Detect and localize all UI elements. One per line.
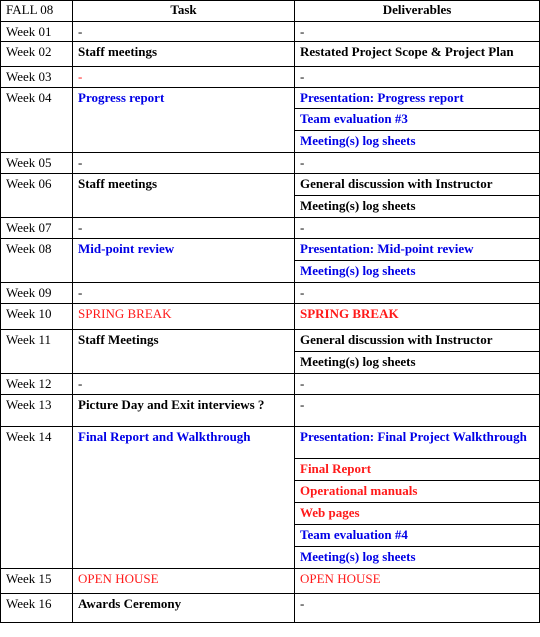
- deliverable-cell: Meeting(s) log sheets: [295, 352, 540, 374]
- table-row: [1, 239, 540, 261]
- table-row: [1, 88, 540, 109]
- deliverable-cell: -: [295, 67, 540, 88]
- deliverable-cell: General discussion with Instructor: [295, 174, 540, 196]
- week-cell: Week 09: [1, 283, 73, 304]
- deliverable-cell: Presentation: Final Project Walkthrough: [295, 427, 540, 459]
- table-row: [1, 569, 540, 594]
- deliverable-cell: Presentation: Progress report: [295, 88, 540, 109]
- deliverable-cell: Meeting(s) log sheets: [295, 547, 540, 569]
- header-semester: FALL 08: [1, 1, 73, 22]
- deliverable-cell: Restated Project Scope & Project Plan: [295, 42, 540, 67]
- deliverable-cell: Team evaluation #4: [295, 525, 540, 547]
- table-row: [1, 67, 540, 88]
- week-cell: Week 14: [1, 427, 73, 569]
- deliverable-cell: Team evaluation #3: [295, 109, 540, 131]
- task-cell: -: [73, 153, 295, 174]
- deliverable-cell: Operational manuals: [295, 481, 540, 503]
- task-cell: -: [73, 283, 295, 304]
- deliverable-cell: -: [295, 395, 540, 427]
- deliverable-cell: SPRING BREAK: [295, 304, 540, 330]
- deliverable-cell: Meeting(s) log sheets: [295, 261, 540, 283]
- deliverable-cell: General discussion with Instructor: [295, 330, 540, 352]
- task-cell: OPEN HOUSE: [73, 569, 295, 594]
- table-row: [1, 304, 540, 330]
- task-cell: -: [73, 374, 295, 395]
- week-cell: Week 03: [1, 67, 73, 88]
- task-cell: Staff meetings: [73, 174, 295, 218]
- task-cell: -: [73, 218, 295, 239]
- deliverable-cell: -: [295, 594, 540, 623]
- table-row: [1, 427, 540, 459]
- table-row: [1, 594, 540, 623]
- week-cell: Week 07: [1, 218, 73, 239]
- schedule-body: [1, 22, 540, 623]
- week-cell: Week 12: [1, 374, 73, 395]
- task-cell: -: [73, 22, 295, 42]
- task-cell: Staff Meetings: [73, 330, 295, 374]
- deliverable-cell: Presentation: Mid-point review: [295, 239, 540, 261]
- deliverable-cell: -: [295, 374, 540, 395]
- task-cell: Awards Ceremony: [73, 594, 295, 623]
- task-cell: Picture Day and Exit interviews ?: [73, 395, 295, 427]
- table-row: [1, 218, 540, 239]
- deliverable-cell: OPEN HOUSE: [295, 569, 540, 594]
- deliverable-cell: Meeting(s) log sheets: [295, 131, 540, 153]
- task-cell: SPRING BREAK: [73, 304, 295, 330]
- deliverable-cell: Final Report: [295, 459, 540, 481]
- week-cell: Week 10: [1, 304, 73, 330]
- week-cell: Week 05: [1, 153, 73, 174]
- week-cell: Week 04: [1, 88, 73, 153]
- header-task: Task: [73, 1, 295, 22]
- deliverable-cell: -: [295, 153, 540, 174]
- deliverable-cell: -: [295, 283, 540, 304]
- week-cell: Week 13: [1, 395, 73, 427]
- task-cell: Staff meetings: [73, 42, 295, 67]
- table-row: [1, 374, 540, 395]
- table-row: [1, 283, 540, 304]
- deliverable-cell: Web pages: [295, 503, 540, 525]
- week-cell: Week 11: [1, 330, 73, 374]
- task-cell: Final Report and Walkthrough: [73, 427, 295, 569]
- week-cell: Week 15: [1, 569, 73, 594]
- week-cell: Week 01: [1, 22, 73, 42]
- deliverable-cell: -: [295, 218, 540, 239]
- table-row: [1, 22, 540, 42]
- table-row: [1, 395, 540, 427]
- week-cell: Week 16: [1, 594, 73, 623]
- week-cell: Week 06: [1, 174, 73, 218]
- header-row: [1, 1, 540, 22]
- week-cell: Week 08: [1, 239, 73, 283]
- task-cell: -: [73, 67, 295, 88]
- deliverable-cell: -: [295, 22, 540, 42]
- table-row: [1, 153, 540, 174]
- header-deliverables: Deliverables: [295, 1, 540, 22]
- table-row: [1, 42, 540, 67]
- deliverable-cell: Meeting(s) log sheets: [295, 196, 540, 218]
- table-row: [1, 330, 540, 352]
- task-cell: Mid-point review: [73, 239, 295, 283]
- task-cell: Progress report: [73, 88, 295, 153]
- week-cell: Week 02: [1, 42, 73, 67]
- table-row: [1, 174, 540, 196]
